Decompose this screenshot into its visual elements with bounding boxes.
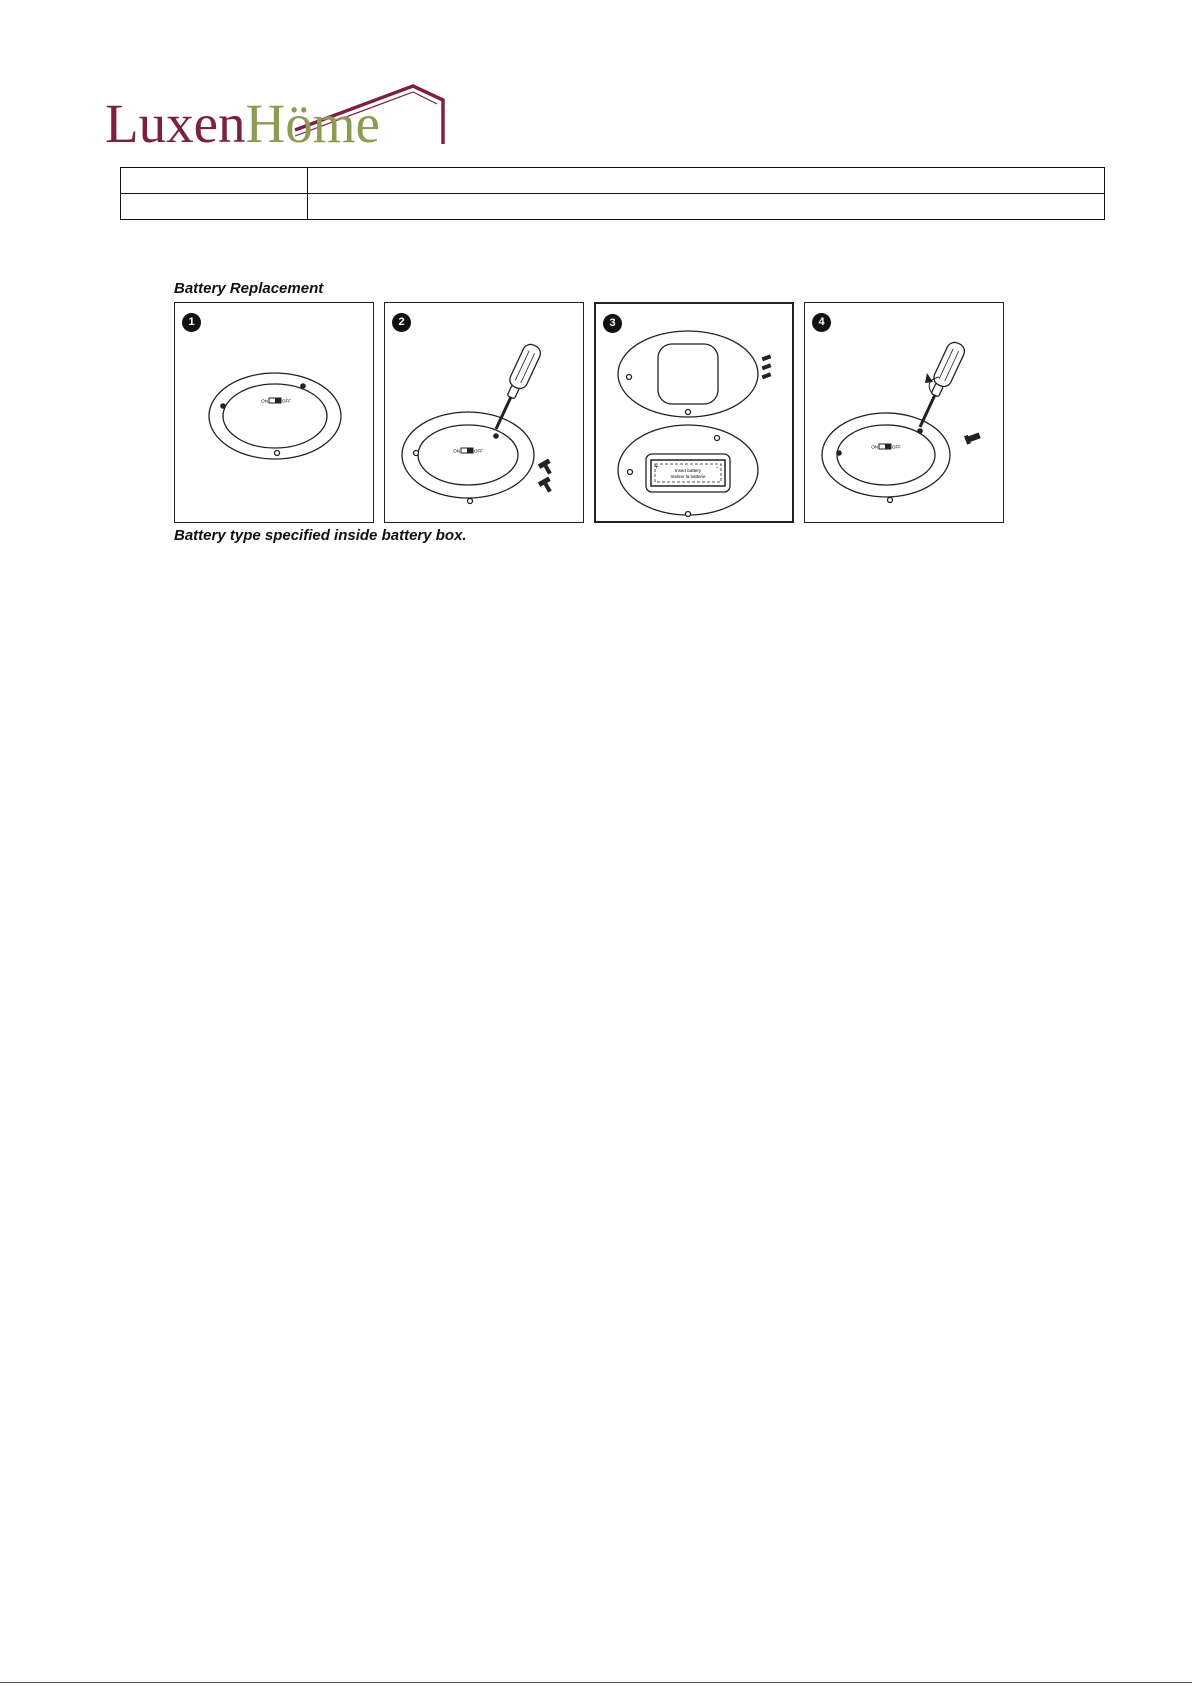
section-title: Battery Replacement: [174, 280, 324, 297]
table-cell: [121, 194, 308, 220]
screw-icon: [538, 459, 555, 477]
table-row: [121, 194, 1105, 220]
switch-off-label: OFF: [892, 444, 901, 450]
svg-text:-: -: [716, 465, 718, 471]
table-cell: [308, 168, 1105, 194]
switch-on-label: ON: [261, 398, 268, 404]
battery-instruction-text: Insert battery: [674, 468, 702, 473]
switch-off-label: OFF: [474, 448, 483, 454]
switch-on-label: ON: [871, 444, 878, 450]
brand-logo: [105, 78, 455, 153]
svg-text:+: +: [655, 465, 659, 471]
step-3-panel: [594, 302, 794, 523]
reattach-cover-illustration: [805, 303, 1005, 524]
screwdriver-icon: [912, 340, 967, 431]
switch-on-label: ON: [453, 448, 460, 454]
brand-name-part1: Luxen: [105, 93, 246, 154]
step-4-panel: [804, 302, 1004, 523]
step-1-panel: [174, 302, 374, 523]
screw-icon: [538, 477, 555, 495]
table-cell: [121, 168, 308, 194]
table-cell: [308, 194, 1105, 220]
header-info-table: [120, 167, 1105, 220]
battery-cover-illustration: [175, 303, 375, 524]
step-2-panel: [384, 302, 584, 523]
step-number-badge: 3: [603, 314, 622, 333]
battery-type-note: Battery type specified inside battery box.: [174, 527, 467, 544]
unscrew-cover-illustration: [385, 303, 585, 524]
step-number-badge: 4: [812, 313, 831, 332]
screwdriver-icon: [488, 342, 543, 433]
table-row: [121, 168, 1105, 194]
battery-instruction-text: Insérer la batterie: [670, 474, 706, 479]
switch-off-label: OFF: [282, 398, 291, 404]
brand-name-part2: Höme: [245, 93, 380, 154]
page-bottom-rule: [0, 1682, 1192, 1683]
step-number-badge: 1: [182, 313, 201, 332]
step-number-badge: 2: [392, 313, 411, 332]
screw-icon: [762, 354, 772, 379]
screw-icon: [964, 431, 981, 445]
open-battery-compartment-illustration: [596, 304, 796, 525]
